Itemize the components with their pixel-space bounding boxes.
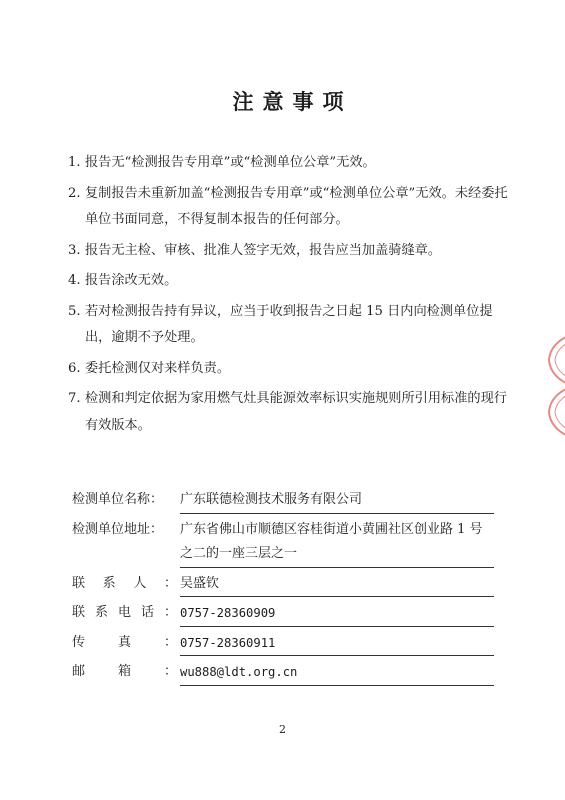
email-value: wu888@ldt.org.cn — [180, 660, 494, 686]
address-value: 广东省佛山市顺德区容桂街道小黄圃社区创业路 1 号之二的一座三层之一 — [180, 518, 494, 568]
notice-item — [68, 268, 508, 295]
address-label: 检测单位地址： — [72, 521, 164, 537]
notice-text: 检测和判定依据为家用燃气灶具能源效率标识实施规则所引用标准的现行有效版本。 — [85, 391, 507, 433]
notice-number: 4. — [68, 273, 81, 288]
fax-value: 0757-28360911 — [180, 631, 494, 657]
notice-number: 1. — [68, 155, 81, 170]
notice-list — [68, 150, 508, 443]
contact-label: 联系人： — [72, 575, 177, 591]
fax-label: 传真： — [72, 634, 177, 650]
unit-name-label: 检测单位名称： — [72, 492, 164, 507]
page-number: 2 — [279, 723, 286, 736]
email-label: 邮箱： — [72, 664, 177, 679]
notice-number: 3. — [68, 242, 81, 258]
notice-item — [68, 150, 508, 177]
notice-item — [68, 299, 508, 352]
notice-item — [68, 181, 508, 234]
notice-item — [68, 356, 508, 383]
notice-number: 7. — [68, 391, 81, 406]
notice-item — [68, 238, 508, 265]
phone-label: 联系电话： — [72, 605, 177, 620]
notice-item — [68, 386, 508, 439]
notice-number: 5. — [68, 303, 81, 319]
seal-stamp-fragment — [539, 330, 565, 390]
unit-name-value: 广东联德检测技术服务有限公司 — [180, 488, 494, 514]
phone-row — [72, 601, 494, 627]
fax-row — [72, 631, 494, 657]
seal-stamp-fragment — [539, 382, 565, 442]
phone-value: 0757-28360909 — [180, 601, 494, 627]
notice-number: 6. — [68, 360, 81, 376]
email-row — [72, 660, 494, 686]
notice-text: 复制报告未重新加盖“检测报告专用章”或“检测单位公章”无效。未经委托单位书面同意，不得复制本报告的任何部分。 — [85, 185, 508, 227]
address-row — [72, 518, 494, 568]
notice-text: 若对检测报告持有异议，应当于收到报告之日起 15 日内向检测单位提出，逾期不予处理。 — [85, 303, 493, 345]
notice-text: 报告无主检、审核、批准人签字无效，报告应当加盖骑缝章。 — [85, 242, 442, 258]
unit-name-row — [72, 488, 494, 514]
contact-row — [72, 572, 494, 598]
contact-value: 吴盛钦 — [180, 572, 494, 598]
notice-number: 2. — [68, 185, 81, 201]
notice-text: 报告涂改无效。 — [85, 273, 178, 288]
lab-info-block — [72, 488, 494, 690]
notice-text: 报告无“检测报告专用章”或“检测单位公章”无效。 — [85, 155, 376, 170]
page-title: 注意事项 — [232, 89, 353, 114]
notice-text: 委托检测仅对来样负责。 — [85, 360, 231, 376]
